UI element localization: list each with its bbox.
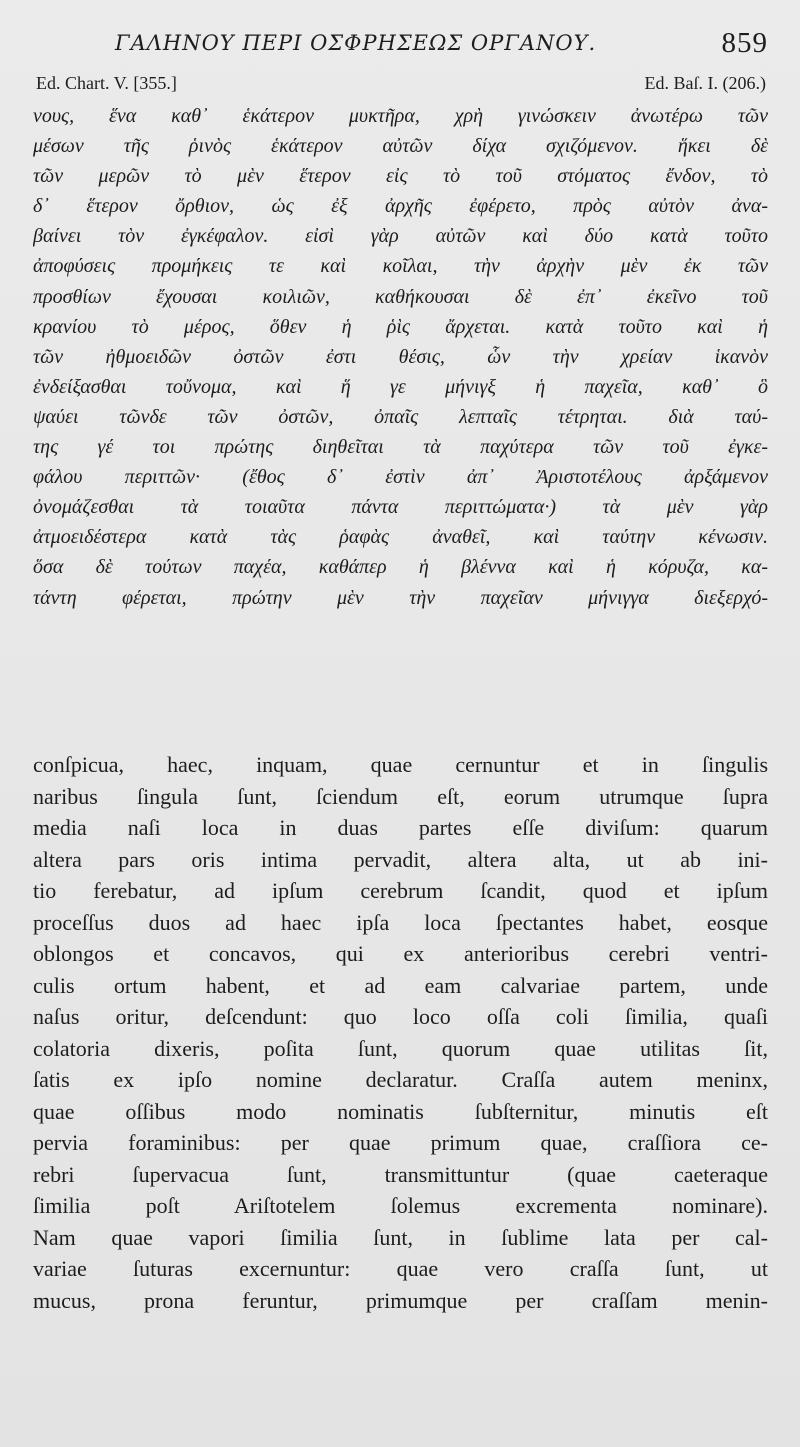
greek-text-line: μέσων τῆς ῥινὸς ἑκάτερον αὐτῶν δίχα σχιζόμενον. ἥκει δὲ — [33, 135, 768, 158]
page-header — [115, 27, 770, 71]
latin-text-block — [33, 749, 768, 1316]
running-title: ΓΑΛΗΝΟΥ ΠΕΡΙ ΟΣΦΡΗΣΕΩΣ ΟΡΓΑΝΟΥ. — [115, 31, 597, 55]
greek-text-line: δ᾽ ἕτερον ὄρθιον, ὡς ἐξ ἀρχῆς ἐφέρετο, πρὸς αὐτὸν ἀνα- — [33, 195, 768, 218]
greek-text-line: ὀνομάζεσθαι τὰ τοιαῦτα πάντα περιττώματα·) τὰ μὲν γὰρ — [33, 496, 768, 519]
latin-text-line: naribus ſingula ſunt, ſciendum eſt, eorum utrumque ſupra — [33, 783, 768, 809]
latin-text-line: colatoria dixeris, poſita ſunt, quorum quae utilitas ſit, — [33, 1035, 768, 1061]
latin-text-line: oblongos et concavos, qui ex anterioribus cerebri ventri- — [33, 941, 768, 966]
latin-text-line: naſus oritur, deſcendunt: quo loco oſſa coli ſimilia, quaſi — [33, 1004, 768, 1029]
latin-text-line: media naſi loca in duas partes eſſe diviſum: quarum — [33, 815, 768, 840]
greek-text-line: ἐνδείξασθαι τοὔνομα, καὶ ἥ γε μήνιγξ ἡ παχεῖα, καθ᾽ ὃ — [33, 375, 768, 398]
latin-text-line: pervia foraminibus: per quae primum quae, craſſiora ce- — [33, 1130, 768, 1155]
page-number: 859 — [721, 27, 768, 59]
greek-text-line: προσθίων ἔχουσαι κοιλιῶν, καθήκουσαι δὲ ἐπ᾽ ἐκεῖνο τοῦ — [33, 285, 768, 308]
latin-text-line: Nam quae vapori ſimilia ſunt, in ſublime lata per cal- — [33, 1224, 768, 1250]
latin-text-line: quae oſſibus modo nominatis ſubſternitur, minutis eſt — [33, 1098, 768, 1124]
greek-text-line: ἀτμοειδέστερα κατὰ τὰς ῥαφὰς ἀναθεῖ, καὶ ταύτην κένωσιν. — [33, 526, 768, 549]
greek-text-block — [33, 101, 768, 613]
latin-text-line: mucus, prona feruntur, primumque per craſſam menin- — [33, 1287, 768, 1313]
latin-text-line: rebri ſupervacua ſunt, transmittuntur (quae caeteraque — [33, 1161, 768, 1187]
greek-text-line: τάντη φέρεται, πρώτην μὲν τὴν παχεῖαν μήνιγγα διεξερχό- — [33, 586, 768, 609]
greek-text-line: νους, ἕνα καθ᾽ ἑκάτερον μυκτῆρα, χρὴ γινώσκειν ἀνωτέρω τῶν — [33, 105, 768, 127]
latin-text-line: ſatis ex ipſo nomine declaratur. Craſſa autem meninx, — [33, 1067, 768, 1092]
latin-text-line: tio ferebatur, ad ipſum cerebrum ſcandit, quod et ipſum — [33, 878, 768, 903]
greek-text-line: της γέ τοι πρώτης διηθεῖται τὰ παχύτερα τῶν τοῦ ἐγκε- — [33, 436, 768, 459]
latin-text-line: variae ſuturas excernuntur: quae vero craſſa ſunt, ut — [33, 1256, 768, 1281]
greek-text-line: ἀποφύσεις προμήκεις τε καὶ κοῖλαι, τὴν ἀρχὴν μὲν ἐκ τῶν — [33, 255, 768, 278]
latin-text-line: ſimilia poſt Ariſtotelem ſolemus excrementa nominare). — [33, 1193, 768, 1218]
latin-text-line: conſpicua, haec, inquam, quae cernuntur et in ſingulis — [33, 752, 768, 777]
edition-reference-line — [36, 73, 766, 97]
latin-text-line: culis ortum habent, et ad eam calvariae partem, unde — [33, 972, 768, 998]
greek-text-line: τῶν μερῶν τὸ μὲν ἕτερον εἰς τὸ τοῦ στόματος ἔνδον, τὸ — [33, 165, 768, 188]
greek-text-line: ψαύει τῶνδε τῶν ὀστῶν, ὀπαῖς λεπταῖς τέτρηται. διὰ ταύ- — [33, 405, 768, 428]
edition-chart-reference: Ed. Chart. V. [355.] — [36, 73, 177, 93]
greek-text-line: ὅσα δὲ τούτων παχέα, καθάπερ ἡ βλέννα καὶ ἡ κόρυζα, κα- — [33, 556, 768, 579]
edition-basel-reference: Ed. Baſ. I. (206.) — [644, 73, 766, 93]
latin-text-line: proceſſus duos ad haec ipſa loca ſpectantes habet, eosque — [33, 909, 768, 935]
greek-text-line: κρανίου τὸ μέρος, ὅθεν ἡ ῥὶς ἄρχεται. κατὰ τοῦτο καὶ ἡ — [33, 315, 768, 338]
greek-text-line: τῶν ἠθμοειδῶν ὀστῶν ἐστι θέσις, ὧν τὴν χρείαν ἱκανὸν — [33, 345, 768, 368]
greek-text-line: βαίνει τὸν ἐγκέφαλον. εἰσὶ γὰρ αὐτῶν καὶ δύο κατὰ τοῦτο — [33, 225, 768, 248]
latin-text-line: altera pars oris intima pervadit, altera alta, ut ab ini- — [33, 846, 768, 872]
greek-text-line: φάλου περιττῶν· (ἔθος δ᾽ ἐστὶν ἀπ᾽ Ἀριστοτέλους ἀρξάμενον — [33, 466, 768, 489]
